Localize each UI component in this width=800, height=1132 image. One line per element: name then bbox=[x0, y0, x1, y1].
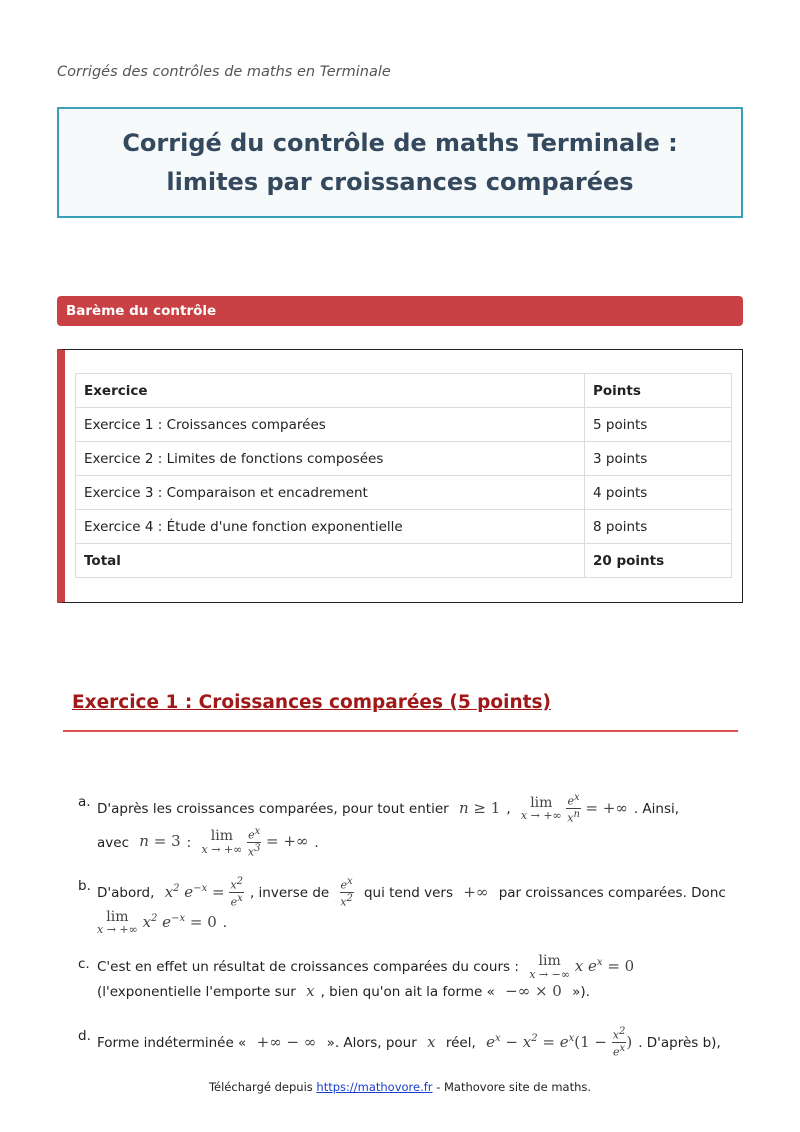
title-box bbox=[57, 107, 743, 218]
math-formula: x bbox=[427, 1032, 436, 1051]
math-formula: x bbox=[306, 982, 315, 1001]
item-label: b. bbox=[78, 878, 91, 894]
item-text: . Ainsi, bbox=[633, 800, 680, 817]
math-formula: lim x → +∞ $\frac{e^x}{x^3}$ = +∞ bbox=[201, 825, 309, 859]
item-text: réel, bbox=[445, 1034, 476, 1051]
item-text: par croissances comparées. Donc bbox=[498, 884, 726, 901]
table-total-label: Total bbox=[76, 544, 585, 578]
item-text: qui tend vers bbox=[363, 884, 454, 901]
item-text: , inverse de bbox=[249, 884, 330, 901]
item-text: . D'après b), bbox=[638, 1034, 721, 1051]
item-text: (l'exponentielle l'emporte sur bbox=[97, 984, 296, 1001]
item-text: . bbox=[314, 834, 319, 851]
item-text: , bbox=[506, 800, 511, 817]
item-label: a. bbox=[78, 794, 91, 810]
math-formula: +∞ bbox=[463, 882, 489, 901]
column-header-points: Points bbox=[585, 374, 732, 408]
table-row bbox=[76, 442, 732, 476]
footer-link[interactable]: https://mathovore.fr bbox=[316, 1080, 433, 1094]
math-formula: $e^x - x^2 = e^x(1$ − $\frac{x^2}{e^x}$ ) bbox=[486, 1026, 633, 1059]
list-item-a bbox=[78, 792, 748, 859]
math-formula: $\frac{e^x}{x^2}$ bbox=[340, 876, 353, 909]
table-cell-exercice: Exercice 1 : Croissances comparées bbox=[76, 408, 585, 442]
math-formula: $x^2$ $e^{-x}$ = $\frac{x^2}{e^x}$ bbox=[164, 876, 243, 909]
list-item-d bbox=[78, 1026, 748, 1060]
exercise-title: Exercice 1 : Croissances comparées (5 points) bbox=[72, 692, 551, 713]
item-text: : bbox=[186, 834, 192, 851]
table-cell-points: 3 points bbox=[585, 442, 732, 476]
table-cell-points: 5 points bbox=[585, 408, 732, 442]
math-formula: lim x → +∞ $x^2$ $e^{-x} = 0$ bbox=[97, 908, 217, 937]
item-label: d. bbox=[78, 1028, 91, 1044]
bareme-table-box bbox=[57, 349, 743, 603]
math-formula: lim x → +∞ $\frac{e^x}{x^n}$ = +∞ bbox=[520, 792, 628, 825]
item-text: D'après les croissances comparées, pour tout entier bbox=[97, 800, 449, 817]
list-item-c bbox=[78, 954, 748, 1003]
bareme-header: Barème du contrôle bbox=[57, 296, 743, 326]
list-item-b bbox=[78, 876, 748, 936]
table-row bbox=[76, 510, 732, 544]
item-text: , bien qu'on ait la forme « bbox=[320, 984, 495, 1001]
table-cell-exercice: Exercice 3 : Comparaison et encadrement bbox=[76, 476, 585, 510]
footer bbox=[0, 1080, 800, 1094]
footer-suffix: - Mathovore site de maths. bbox=[436, 1080, 592, 1094]
item-text: D'abord, bbox=[97, 884, 155, 901]
bareme-table bbox=[75, 373, 732, 578]
item-label: c. bbox=[78, 956, 90, 972]
table-cell-exercice: Exercice 2 : Limites de fonctions composées bbox=[76, 442, 585, 476]
breadcrumb: Corrigés des contrôles de maths en Terminale bbox=[57, 64, 391, 80]
table-cell-points: 4 points bbox=[585, 476, 732, 510]
table-row bbox=[76, 408, 732, 442]
item-text: C'est en effet un résultat de croissances comparées du cours : bbox=[97, 959, 519, 976]
divider bbox=[63, 730, 738, 732]
math-formula: +∞ − ∞ bbox=[256, 1032, 317, 1051]
item-text: Forme indéterminée « bbox=[97, 1034, 247, 1051]
table-cell-exercice: Exercice 4 : Étude d'une fonction exponentielle bbox=[76, 510, 585, 544]
math-formula: n ≥ 1 bbox=[458, 798, 501, 817]
item-text: avec bbox=[97, 834, 129, 851]
footer-prefix: Téléchargé depuis bbox=[208, 1080, 313, 1094]
table-cell-points: 8 points bbox=[585, 510, 732, 544]
item-text: ». Alors, pour bbox=[326, 1034, 417, 1051]
math-formula: n = 3 bbox=[139, 832, 181, 851]
table-row bbox=[76, 476, 732, 510]
math-formula: −∞ × 0 bbox=[505, 982, 562, 1001]
table-total-points: 20 points bbox=[585, 544, 732, 578]
table-total-row bbox=[76, 544, 732, 578]
table-header-row bbox=[76, 374, 732, 408]
item-text: »). bbox=[572, 984, 590, 1001]
page-title: Corrigé du contrôle de maths Terminale : limites par croissances comparées bbox=[122, 129, 678, 196]
item-text: . bbox=[222, 914, 228, 931]
column-header-exercice: Exercice bbox=[76, 374, 585, 408]
math-formula: lim x → −∞ x $e^x = 0$ bbox=[529, 953, 635, 981]
